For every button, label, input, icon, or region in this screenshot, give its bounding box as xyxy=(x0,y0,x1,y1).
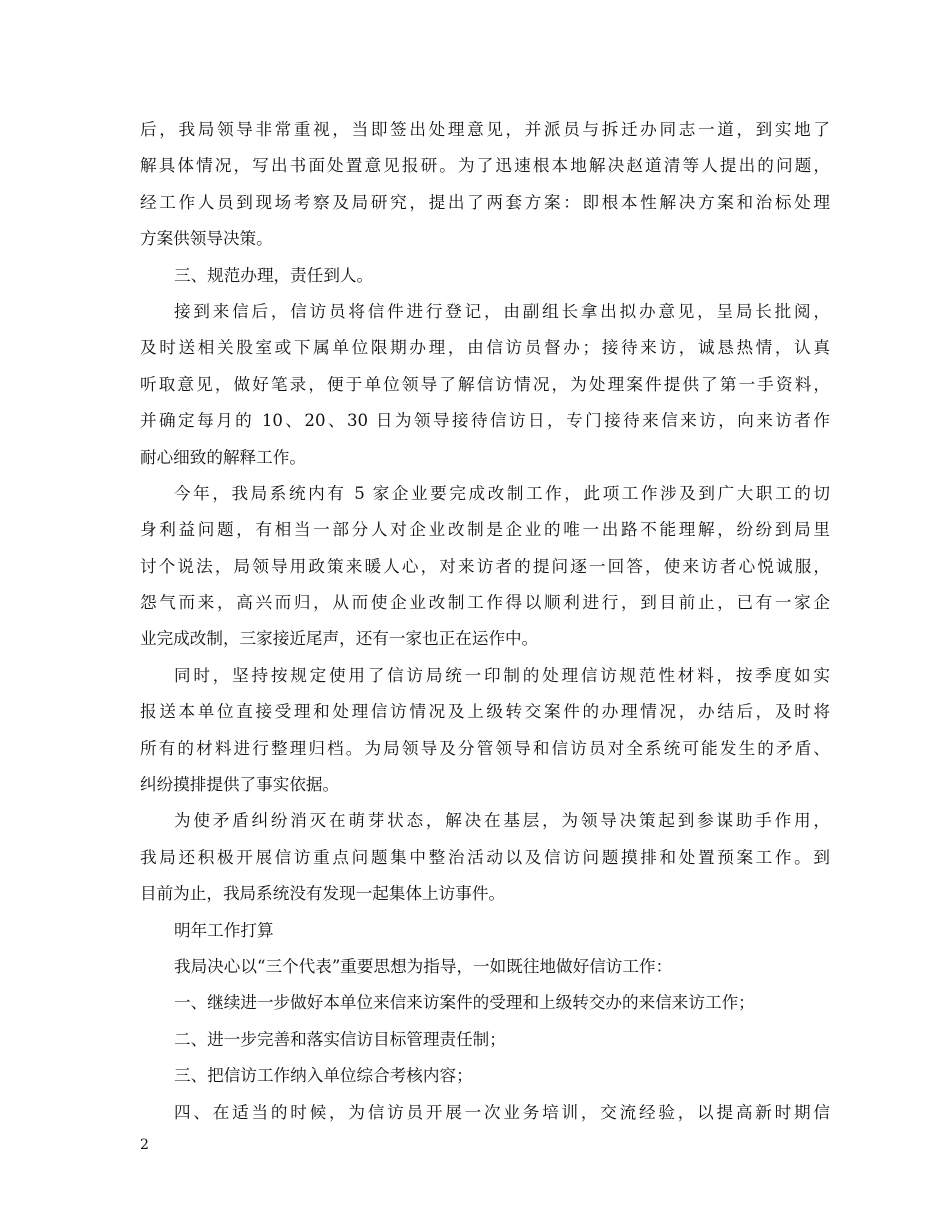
text-line: 经工作人员到现场考察及局研究，提出了两套方案：即根本性解决方案和治标处理 xyxy=(140,192,830,212)
text-line: 所有的材料进行整理归档。为局领导及分管领导和信访员对全系统可能发生的矛盾、 xyxy=(140,738,830,758)
list-item: 四、在适当的时候，为信访员开展一次业务培训，交流经验，以提高新时期信 xyxy=(174,1102,830,1122)
text-line: 及时送相关股室或下属单位限期办理，由信访员督办；接待来访，诚恳热情，认真 xyxy=(140,338,830,358)
page-number: 2 xyxy=(140,1137,149,1153)
text-line: 后，我局领导非常重视，当即签出处理意见，并派员与拆迁办同志一道，到实地了 xyxy=(140,120,830,139)
text-line: 解具体情况，写出书面处置意见报研。为了迅速根本地解决赵道清等人提出的问题， xyxy=(140,156,830,176)
list-item: 一、继续进一步做好本单位来信来访案件的受理和上级转交办的来信来访工作； xyxy=(174,993,755,1013)
text-line: 身利益问题，有相当一部分人对企业改制是企业的唯一出路不能理解，纷纷到局里 xyxy=(140,520,830,540)
text-line: 怨气而来，高兴而归，从而使企业改制工作得以顺利进行，到目前止，已有一家企 xyxy=(140,593,830,613)
text-line: 报送本单位直接受理和处理信访情况及上级转交案件的办理情况，办结后，及时将 xyxy=(140,702,830,722)
text-line: 纠纷摸排提供了事实依据。 xyxy=(140,775,340,795)
text-line: 业完成改制，三家接近尾声，还有一家也正在运作中。 xyxy=(140,629,539,649)
text-line: 耐心细致的解释工作。 xyxy=(140,447,306,467)
text-line: 听取意见，做好笔录，便于单位领导了解信访情况，为处理案件提供了第一手资料， xyxy=(140,374,830,394)
section-heading: 明年工作打算 xyxy=(174,920,274,940)
list-item: 三、把信访工作纳入单位综合考核内容； xyxy=(174,1066,473,1086)
text-line: 并确定每月的 10、20、30 日为领导接待信访日，专门接待来信来访，向来访者作 xyxy=(140,411,830,431)
text-line: 方案供领导决策。 xyxy=(140,229,273,249)
document-body xyxy=(140,112,830,1131)
text-line: 今年，我局系统内有 5 家企业要完成改制工作，此项工作涉及到广大职工的切 xyxy=(174,483,830,503)
text-line: 接到来信后，信访员将信件进行登记，由副组长拿出拟办意见，呈局长批阅， xyxy=(174,301,830,321)
section-heading: 三、规范办理，责任到人。 xyxy=(174,265,374,285)
text-line: 我局决心以“三个代表”重要思想为指导，一如既往地做好信访工作： xyxy=(174,956,673,976)
text-line: 我局还积极开展信访重点问题集中整治活动以及信访问题摸排和处置预案工作。到 xyxy=(140,847,830,867)
list-item: 二、进一步完善和落实信访目标管理责任制； xyxy=(174,1029,506,1049)
text-line: 讨个说法，局领导用政策来暖人心，对来访者的提问逐一回答，使来访者心悦诚服， xyxy=(140,556,830,576)
text-line: 为使矛盾纠纷消灭在萌芽状态，解决在基层，为领导决策起到参谋助手作用， xyxy=(174,811,830,831)
text-line: 目前为止，我局系统没有发现一起集体上访事件。 xyxy=(140,884,506,904)
text-line: 同时，坚持按规定使用了信访局统一印制的处理信访规范性材料，按季度如实 xyxy=(174,665,830,685)
